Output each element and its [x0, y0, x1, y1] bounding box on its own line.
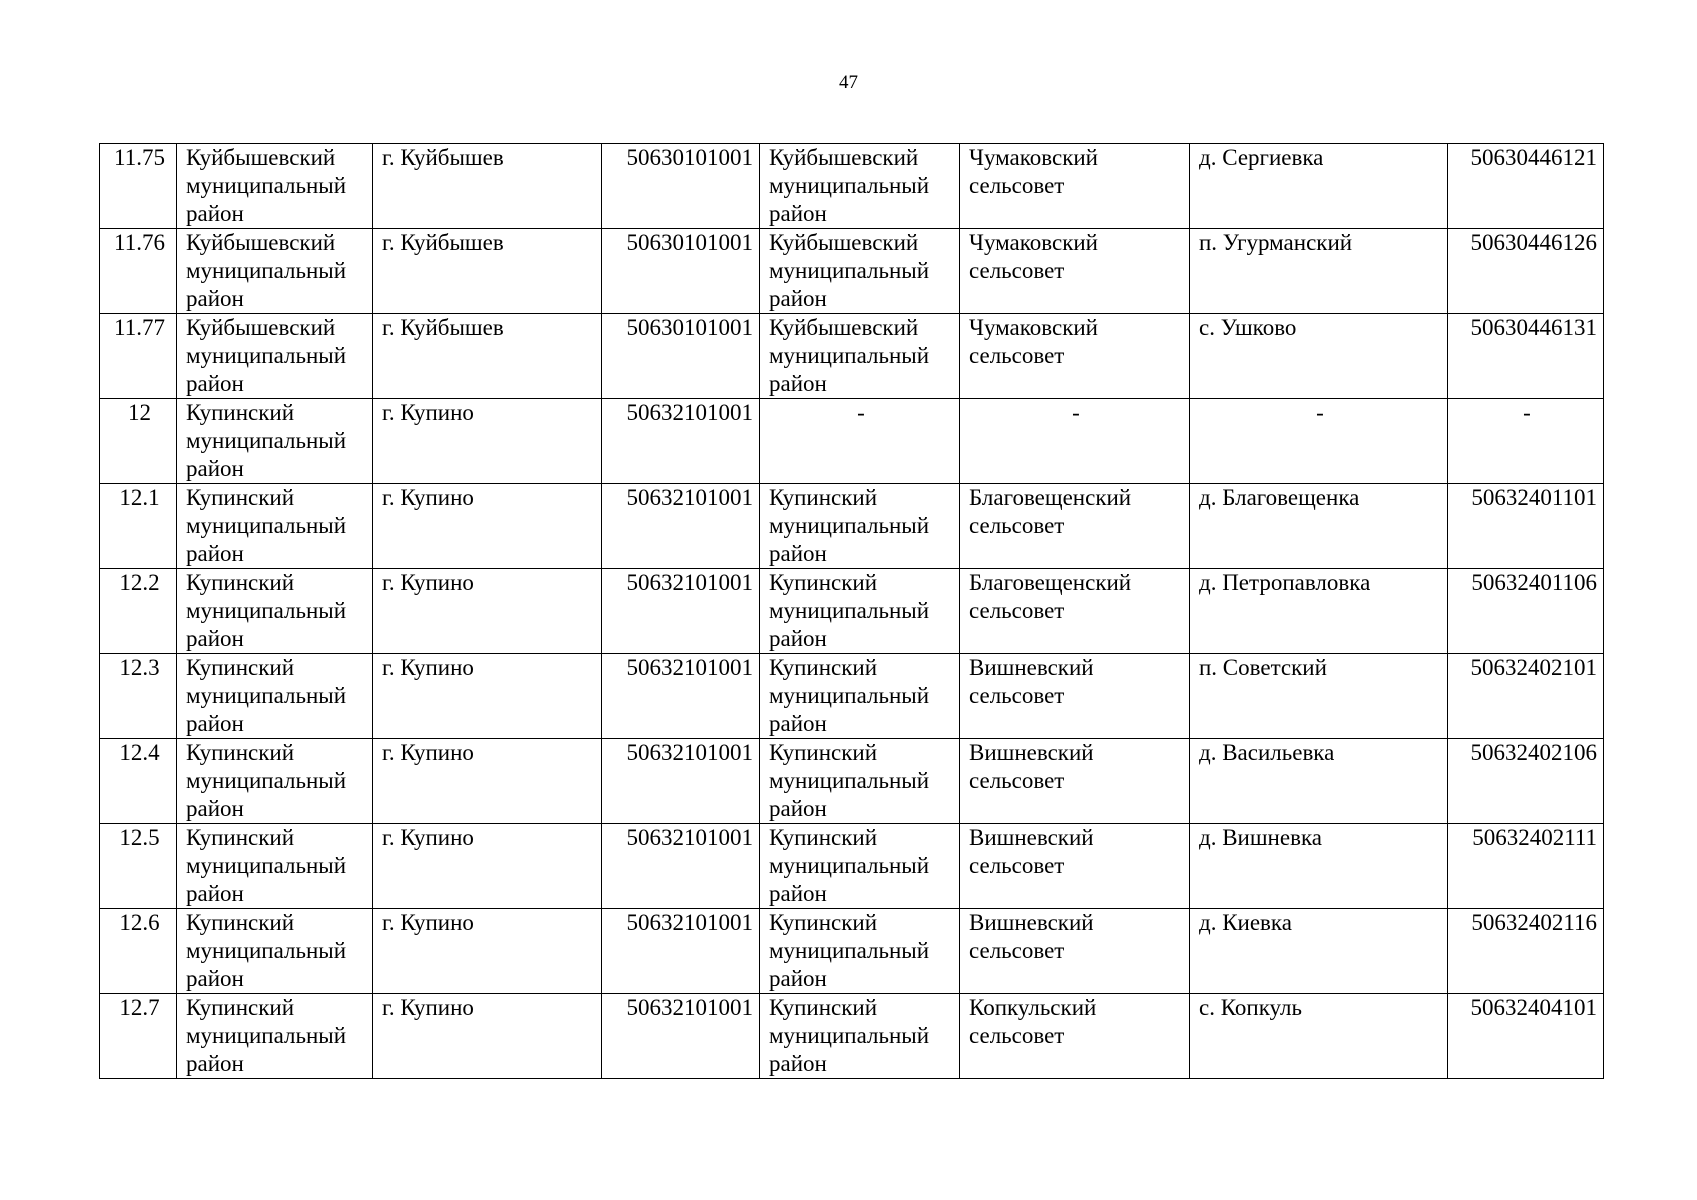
locality-code-cell: - — [1448, 399, 1604, 484]
district-cell-line: район — [186, 626, 244, 651]
selsovet-cell-line: сельсовет — [969, 1023, 1065, 1048]
row-number-cell: 11.75 — [100, 144, 177, 229]
city-cell: г. Купино — [373, 484, 602, 569]
municipality-cell-line: район — [769, 626, 827, 651]
locality-code-cell: 50632402106 — [1448, 739, 1604, 824]
table-row — [100, 399, 1604, 484]
locality-code-cell: 50632401106 — [1448, 569, 1604, 654]
city-code-cell: 50632101001 — [602, 484, 760, 569]
municipality-cell-line: Куйбышевский — [769, 315, 919, 340]
row-number-cell: 12.3 — [100, 654, 177, 739]
district-cell-line: муниципальный — [186, 598, 347, 623]
selsovet-cell — [960, 994, 1190, 1079]
municipality-cell — [760, 484, 960, 569]
district-cell-line: муниципальный — [186, 853, 347, 878]
municipality-cell — [760, 739, 960, 824]
selsovet-cell-line: сельсовет — [969, 683, 1065, 708]
municipality-cell-line: Купинский — [769, 485, 878, 510]
district-cell-line: район — [186, 371, 244, 396]
municipality-cell-line: муниципальный — [769, 598, 930, 623]
city-cell: г. Куйбышев — [373, 229, 602, 314]
selsovet-cell-line: Благовещенский — [969, 485, 1132, 510]
city-code-cell: 50630101001 — [602, 314, 760, 399]
district-cell-line: Куйбышевский — [186, 145, 336, 170]
district-cell-line: район — [186, 456, 244, 481]
table-row — [100, 824, 1604, 909]
district-cell-line: Купинский — [186, 400, 295, 425]
municipality-cell-line: Купинский — [769, 740, 878, 765]
locality-cell: д. Вишневка — [1190, 824, 1448, 909]
district-cell — [177, 484, 373, 569]
locality-code-cell: 50632404101 — [1448, 994, 1604, 1079]
district-cell — [177, 399, 373, 484]
district-cell-line: Купинский — [186, 910, 295, 935]
selsovet-cell-line: Чумаковский — [969, 145, 1098, 170]
locality-cell: д. Благовещенка — [1190, 484, 1448, 569]
table-row — [100, 739, 1604, 824]
district-cell — [177, 144, 373, 229]
table-body — [100, 144, 1604, 1079]
locality-code-cell: 50632402111 — [1448, 824, 1604, 909]
district-cell — [177, 229, 373, 314]
city-cell: г. Купино — [373, 824, 602, 909]
locality-code-cell: 50632402116 — [1448, 909, 1604, 994]
selsovet-cell — [960, 314, 1190, 399]
municipality-cell-line: муниципальный — [769, 343, 930, 368]
district-cell-line: Купинский — [186, 655, 295, 680]
municipality-cell — [760, 229, 960, 314]
municipality-cell-line: Куйбышевский — [769, 145, 919, 170]
selsovet-cell-line: сельсовет — [969, 343, 1065, 368]
selsovet-cell-line: сельсовет — [969, 173, 1065, 198]
municipality-cell — [760, 994, 960, 1079]
city-cell: г. Купино — [373, 399, 602, 484]
municipality-cell-line: район — [769, 1051, 827, 1076]
selsovet-cell-line: Копкульский — [969, 995, 1097, 1020]
district-cell-line: район — [186, 711, 244, 736]
municipality-cell-line: район — [769, 201, 827, 226]
table-row — [100, 909, 1604, 994]
row-number-cell: 12.1 — [100, 484, 177, 569]
city-cell: г. Купино — [373, 654, 602, 739]
municipality-cell-line: Купинский — [769, 570, 878, 595]
district-cell-line: Купинский — [186, 570, 295, 595]
locality-code-cell: 50632402101 — [1448, 654, 1604, 739]
selsovet-cell — [960, 144, 1190, 229]
locality-cell: д. Сергиевка — [1190, 144, 1448, 229]
locality-cell: д. Петропавловка — [1190, 569, 1448, 654]
district-cell — [177, 994, 373, 1079]
locality-code-cell: 50630446131 — [1448, 314, 1604, 399]
district-cell-line: район — [186, 286, 244, 311]
municipality-cell-line: Купинский — [769, 995, 878, 1020]
table-row — [100, 314, 1604, 399]
district-cell-line: район — [186, 1051, 244, 1076]
district-cell-line: муниципальный — [186, 938, 347, 963]
row-number-cell: 12.4 — [100, 739, 177, 824]
municipality-cell-line: Купинский — [769, 825, 878, 850]
locality-cell: с. Копкуль — [1190, 994, 1448, 1079]
locality-cell: п. Советский — [1190, 654, 1448, 739]
locality-code-cell: 50630446126 — [1448, 229, 1604, 314]
municipality-cell — [760, 314, 960, 399]
selsovet-cell-line: Вишневский — [969, 825, 1094, 850]
selsovet-cell-line: Вишневский — [969, 910, 1094, 935]
municipality-cell-line: район — [769, 796, 827, 821]
row-number-cell: 11.76 — [100, 229, 177, 314]
city-cell: г. Купино — [373, 909, 602, 994]
selsovet-cell — [960, 229, 1190, 314]
selsovet-cell-line: Чумаковский — [969, 230, 1098, 255]
district-cell — [177, 569, 373, 654]
municipality-cell-line: район — [769, 371, 827, 396]
municipality-cell — [760, 569, 960, 654]
city-code-cell: 50630101001 — [602, 144, 760, 229]
municipality-cell-line: район — [769, 286, 827, 311]
municipality-cell-line: район — [769, 881, 827, 906]
municipality-cell-line: район — [769, 966, 827, 991]
selsovet-cell — [960, 909, 1190, 994]
table-row — [100, 569, 1604, 654]
district-cell-line: Купинский — [186, 740, 295, 765]
locality-cell: п. Угурманский — [1190, 229, 1448, 314]
page-number: 47 — [839, 72, 858, 93]
city-code-cell: 50632101001 — [602, 654, 760, 739]
selsovet-cell-line: Вишневский — [969, 740, 1094, 765]
selsovet-cell-line: Чумаковский — [969, 315, 1098, 340]
city-code-cell: 50632101001 — [602, 399, 760, 484]
selsovet-cell-line: - — [1072, 400, 1080, 425]
table-row — [100, 484, 1604, 569]
selsovet-cell-line: сельсовет — [969, 853, 1065, 878]
selsovet-cell — [960, 399, 1190, 484]
selsovet-cell-line: сельсовет — [969, 598, 1065, 623]
municipality-cell-line: муниципальный — [769, 683, 930, 708]
city-cell: г. Куйбышев — [373, 144, 602, 229]
municipality-cell-line: - — [857, 400, 865, 425]
municipality-cell — [760, 144, 960, 229]
municipality-cell-line: муниципальный — [769, 853, 930, 878]
row-number-cell: 12.6 — [100, 909, 177, 994]
settlements-table — [99, 143, 1604, 1079]
selsovet-cell — [960, 569, 1190, 654]
selsovet-cell-line: сельсовет — [969, 938, 1065, 963]
city-cell: г. Куйбышев — [373, 314, 602, 399]
municipality-cell-line: муниципальный — [769, 513, 930, 538]
table-row — [100, 654, 1604, 739]
district-cell-line: район — [186, 541, 244, 566]
district-cell — [177, 739, 373, 824]
district-cell-line: муниципальный — [186, 258, 347, 283]
row-number-cell: 12.7 — [100, 994, 177, 1079]
city-code-cell: 50632101001 — [602, 824, 760, 909]
district-cell-line: район — [186, 881, 244, 906]
selsovet-cell — [960, 824, 1190, 909]
district-cell-line: муниципальный — [186, 513, 347, 538]
district-cell-line: район — [186, 796, 244, 821]
municipality-cell-line: муниципальный — [769, 258, 930, 283]
table-row — [100, 229, 1604, 314]
municipality-cell — [760, 824, 960, 909]
selsovet-cell-line: Вишневский — [969, 655, 1094, 680]
selsovet-cell-line: Благовещенский — [969, 570, 1132, 595]
municipality-cell-line: муниципальный — [769, 173, 930, 198]
district-cell-line: Куйбышевский — [186, 315, 336, 340]
municipality-cell — [760, 909, 960, 994]
district-cell-line: муниципальный — [186, 683, 347, 708]
city-cell: г. Купино — [373, 569, 602, 654]
city-code-cell: 50632101001 — [602, 994, 760, 1079]
selsovet-cell-line: сельсовет — [969, 513, 1065, 538]
district-cell-line: муниципальный — [186, 173, 347, 198]
district-cell-line: муниципальный — [186, 343, 347, 368]
district-cell — [177, 824, 373, 909]
district-cell — [177, 909, 373, 994]
municipality-cell-line: Куйбышевский — [769, 230, 919, 255]
selsovet-cell — [960, 484, 1190, 569]
district-cell-line: район — [186, 966, 244, 991]
locality-cell: с. Ушково — [1190, 314, 1448, 399]
district-cell — [177, 654, 373, 739]
locality-cell: д. Васильевка — [1190, 739, 1448, 824]
selsovet-cell — [960, 739, 1190, 824]
district-cell-line: муниципальный — [186, 768, 347, 793]
table-row — [100, 144, 1604, 229]
municipality-cell — [760, 654, 960, 739]
city-cell: г. Купино — [373, 739, 602, 824]
district-cell-line: район — [186, 201, 244, 226]
selsovet-cell — [960, 654, 1190, 739]
locality-cell: - — [1190, 399, 1448, 484]
locality-cell: д. Киевка — [1190, 909, 1448, 994]
locality-code-cell: 50632401101 — [1448, 484, 1604, 569]
district-cell-line: Куйбышевский — [186, 230, 336, 255]
district-cell-line: муниципальный — [186, 428, 347, 453]
city-code-cell: 50630101001 — [602, 229, 760, 314]
row-number-cell: 12 — [100, 399, 177, 484]
city-code-cell: 50632101001 — [602, 909, 760, 994]
row-number-cell: 11.77 — [100, 314, 177, 399]
district-cell-line: муниципальный — [186, 1023, 347, 1048]
municipality-cell — [760, 399, 960, 484]
municipality-cell-line: Купинский — [769, 655, 878, 680]
table-row — [100, 994, 1604, 1079]
district-cell-line: Купинский — [186, 825, 295, 850]
selsovet-cell-line: сельсовет — [969, 258, 1065, 283]
row-number-cell: 12.5 — [100, 824, 177, 909]
district-cell — [177, 314, 373, 399]
municipality-cell-line: муниципальный — [769, 1023, 930, 1048]
municipality-cell-line: Купинский — [769, 910, 878, 935]
locality-code-cell: 50630446121 — [1448, 144, 1604, 229]
city-cell: г. Купино — [373, 994, 602, 1079]
city-code-cell: 50632101001 — [602, 739, 760, 824]
district-cell-line: Купинский — [186, 485, 295, 510]
selsovet-cell-line: сельсовет — [969, 768, 1065, 793]
municipality-cell-line: муниципальный — [769, 938, 930, 963]
district-cell-line: Купинский — [186, 995, 295, 1020]
municipality-cell-line: район — [769, 541, 827, 566]
city-code-cell: 50632101001 — [602, 569, 760, 654]
municipality-cell-line: муниципальный — [769, 768, 930, 793]
municipality-cell-line: район — [769, 711, 827, 736]
row-number-cell: 12.2 — [100, 569, 177, 654]
